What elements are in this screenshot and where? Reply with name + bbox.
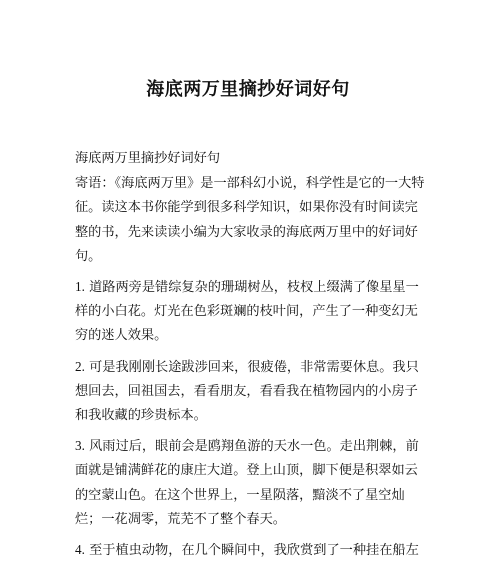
paragraph-text: 道路两旁是错综复杂的珊瑚树丛，枝杈上缀满了像星星一样的小白花。灯光在色彩斑斓的枝叶间，产生了一种变幻无穷的迷人效果。 xyxy=(75,280,419,344)
numbered-paragraph xyxy=(75,275,425,349)
document-body xyxy=(75,147,425,569)
paragraph-number: 4. xyxy=(75,542,85,558)
paragraph-text: 风雨过后，眼前会是鸥翔鱼游的天水一色。走出荆棘，前面就是铺满鲜花的康庄大道。登上山顶，脚下便是积翠如云的空蒙山色。在这个世界上，一星陨落，黯淡不了星空灿烂；一花凋零，荒芜不了整个春天。 xyxy=(75,439,419,527)
section-heading: 海底两万里摘抄好词好句 xyxy=(75,151,221,166)
paragraph-text: 至于植虫动物，在几个瞬间中，我欣赏到了一种挂在船左 xyxy=(89,543,419,559)
paragraph-number: 2. xyxy=(75,358,85,374)
paragraph-number: 1. xyxy=(75,279,85,295)
numbered-paragraph xyxy=(75,434,425,532)
intro-paragraph: 寄语：《海底两万里》是一部科幻小说，科学性是它的一大特征。读这本书你能学到很多科学知识，如果你没有时间读完整的书，先来读读小编为大家收录的海底两万里中的好词好句。 xyxy=(75,176,425,264)
numbered-paragraph xyxy=(75,538,425,563)
paragraph-number: 3. xyxy=(75,438,85,454)
document-title: 海底两万里摘抄好词好句 xyxy=(146,79,350,100)
numbered-paragraph xyxy=(75,355,425,429)
paragraph-text: 可是我刚刚长途跋涉回来，很疲倦，非常需要休息。我只想回去，回祖国去，看看朋友，看看我在植物园内的小房子和我收藏的珍贵标本。 xyxy=(75,359,419,424)
